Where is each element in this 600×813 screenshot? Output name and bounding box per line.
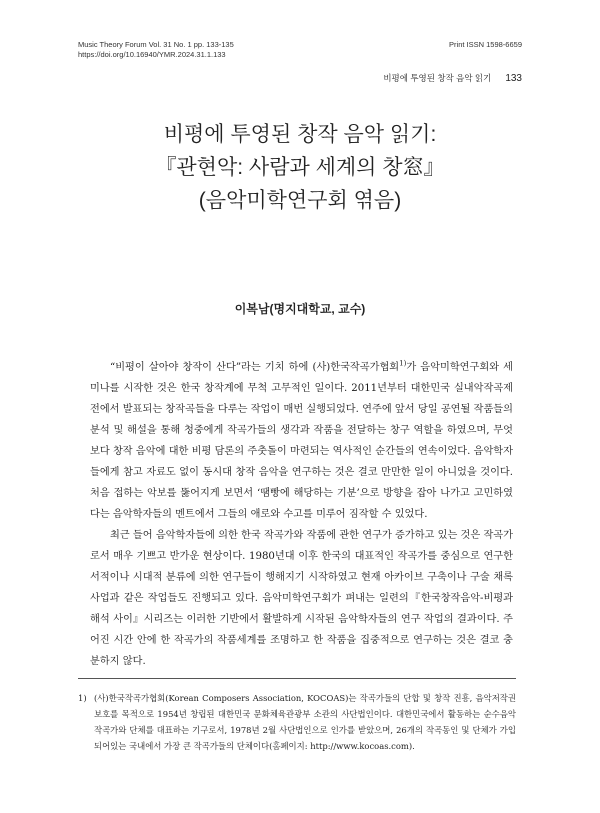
paragraph-text: 가 음악미학연구회와 세미나를 시작한 것은 한국 창작계에 무척 고무적인 일이다. 2011년부터 대한민국 실내악작곡제전에서 발표되는 창작곡들을 다루는 작업이 매번 실행되었다. 연주에 앞서 당일 공연될 작품들의 분석 및 해설을 통해 청중에게 작곡가들의 생각과 작품을 전달하는 창구 역할을 하였으며, 무엇보다 창작 음악에 대한 비평 담론의 주춧돌이 마련되는 역사적인 순간들의 연속이었다. 음악학자들에게 참고 자료도 없이 동시대 창작 음악을 연구하는 것은 결코 만만한 일이 아니었을 것이다. 처음 접하는 악보를 뚫어지게 보면서 ‘땜빵에 해당하는 기분’으로 방향을 잡아 나가고 고민하였다는 음악학자들의 멘트에서 그들의 애로와 수고를 미루어 짐작할 수 있었다.	[90, 362, 514, 520]
paragraph-text: “비평이 살아야 창작이 산다”라는 기치 하에 (사)한국작곡가협회	[110, 362, 400, 373]
footnote-text: (사)한국작곡가협회(Korean Composers Association, KOCOAS)는 작곡가들의 단합 및 창작 진흥, 음악저작권 보호를 목적으로 1954년 창립된 대한민국 문화체육관광부 소관의 사단법인이다. 대한민국에서 활동하는 순수음악 작곡가와 단체를 대표하는 기구로서, 1978년 2월 사단법인으로 인가를 받았으며, 26개의 작곡동인 및 단체가 가입되어있는 국내에서 가장 큰 작곡가들의 단체이다(홈페이지: http://www.kocoas.com).	[94, 693, 516, 751]
article-body	[90, 357, 513, 672]
paragraph: 최근 들어 음악학자들에 의한 한국 작곡가와 작품에 관한 연구가 증가하고 있는 것은 작곡가로서 매우 기쁘고 반가운 현상이다. 1980년대 이후 한국의 대표적인 작곡가를 중심으로 연구한 서적이나 시대적 분류에 의한 연구들이 행해지기 시작하였고 현재 아카이브 구축이나 구술 채록 사업과 같은 작업들도 진행되고 있다. 음악미학연구회가 펴내는 일련의『한국창작음악-비평과 해석 사이』시리즈는 이러한 기반에서 활발하게 시작된 음악학자들의 연구 작업의 결과이다. 주어진 시간 안에 한 작곡가의 작품세계를 조명하고 한 작품을 집중적으로 연구하는 것은 결코 충분하지 않다.	[90, 530, 513, 667]
journal-citation	[78, 40, 234, 60]
footnote-number: 1)	[78, 693, 87, 703]
footnote	[78, 690, 516, 754]
running-header	[383, 72, 522, 84]
title-line-1: 비평에 투영된 창작 음악 읽기:	[163, 123, 437, 146]
author-byline: 이복남(명지대학교, 교수)	[234, 302, 366, 316]
article-title	[0, 118, 600, 217]
paragraph	[90, 357, 513, 525]
running-title: 비평에 투영된 창작 음악 읽기	[383, 73, 492, 83]
footnote-ref[interactable]: 1)	[399, 359, 407, 368]
title-line-3: (음악미학연구회 엮음)	[198, 189, 402, 212]
issn: Print ISSN 1598-6659	[449, 40, 522, 49]
footnote-divider	[78, 678, 516, 679]
page-number: 133	[505, 73, 522, 84]
title-line-2: 『관현악: 사람과 세계의 창窓』	[155, 156, 445, 179]
doi-link[interactable]: https://doi.org/10.16940/YMR.2024.31.1.133	[78, 50, 226, 59]
journal-volume-line: Music Theory Forum Vol. 31 No. 1 pp. 133-135	[78, 40, 234, 49]
